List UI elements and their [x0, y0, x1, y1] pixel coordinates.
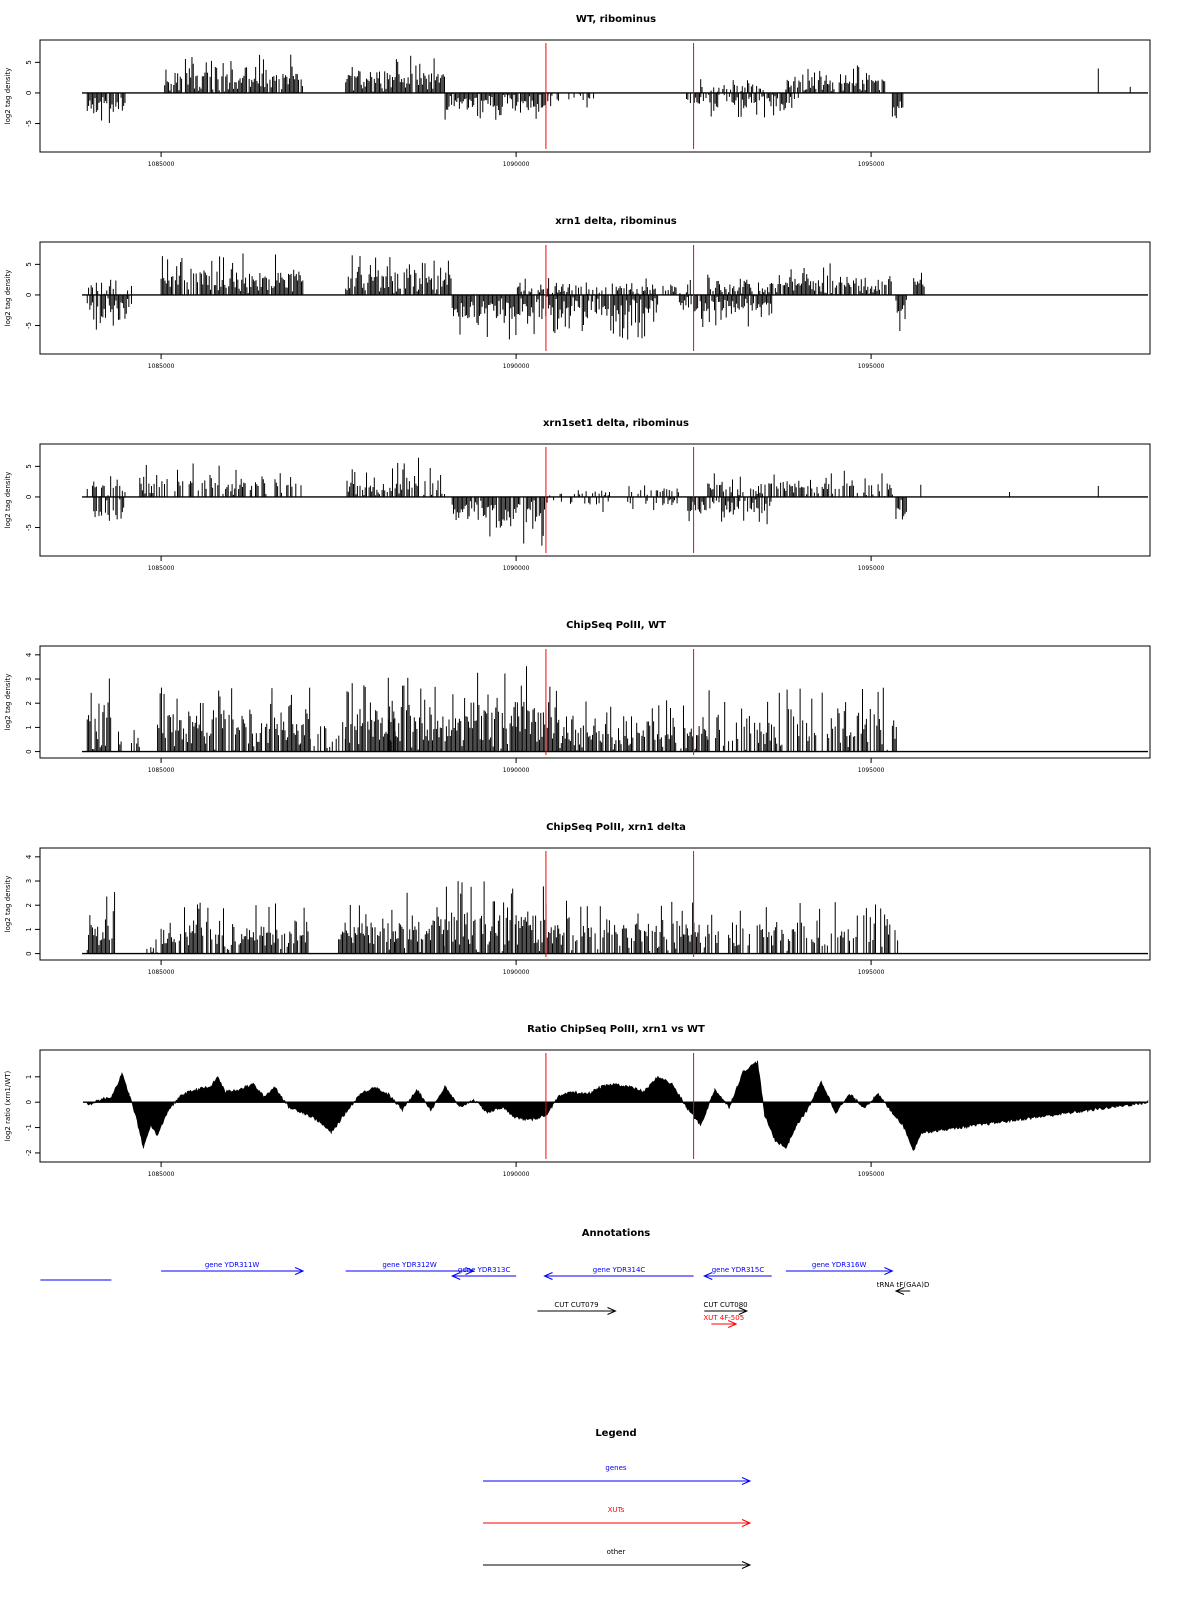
- legend-item: [483, 1464, 750, 1485]
- annotation-feature: [703, 1301, 747, 1315]
- ratio-area: [87, 1061, 1148, 1151]
- legend-label: genes: [605, 1464, 627, 1472]
- annotation-features: [40, 1261, 929, 1328]
- chart-panel-2: [4, 216, 1150, 370]
- y-tick-label: 0: [25, 494, 33, 500]
- y-tick-label: -5: [25, 322, 33, 330]
- x-tick-label: 1085000: [147, 565, 175, 572]
- chart-panel-5: [4, 822, 1150, 976]
- legend-item: [483, 1548, 750, 1569]
- legend-item: [483, 1506, 750, 1527]
- y-tick-label: 0: [25, 951, 33, 956]
- x-tick-label: 1090000: [502, 767, 530, 774]
- data-marks: [87, 254, 924, 340]
- annotation-feature: [537, 1301, 615, 1315]
- x-tick-label: 1090000: [502, 1171, 530, 1178]
- data-marks: [87, 881, 897, 953]
- legend-label: XUTs: [607, 1506, 625, 1514]
- y-tick-label: 4: [25, 652, 33, 658]
- legend-items: [483, 1464, 750, 1569]
- y-tick-label: 0: [25, 749, 33, 754]
- chart-title: ChipSeq PolII, WT: [566, 620, 666, 631]
- data-marks: [87, 666, 896, 751]
- feature-label: gene YDR316W: [811, 1261, 867, 1269]
- chart-title: xrn1set1 delta, ribominus: [542, 418, 690, 429]
- x-tick-label: 1085000: [147, 969, 175, 976]
- x-tick-label: 1095000: [857, 969, 885, 976]
- feature-label: CUT CUT080: [703, 1301, 748, 1309]
- x-tick-label: 1095000: [857, 767, 885, 774]
- chart-panel-1: [4, 14, 1150, 168]
- y-axis-label: log2 tag density: [4, 673, 12, 731]
- feature-label: tRNA tF(GAA)D: [876, 1281, 930, 1289]
- y-tick-label: -2: [25, 1149, 33, 1157]
- x-tick-label: 1090000: [502, 565, 530, 572]
- chart-title: xrn1 delta, ribominus: [555, 216, 677, 227]
- y-tick-label: 1: [25, 725, 33, 730]
- feature-label: gene YDR311W: [204, 1261, 260, 1269]
- y-tick-label: 0: [25, 90, 33, 96]
- legend-panel: [483, 1428, 750, 1569]
- x-tick-label: 1085000: [147, 161, 175, 168]
- y-axis-label: log2 tag density: [4, 875, 12, 933]
- x-tick-label: 1085000: [147, 363, 175, 370]
- y-axis-label: log2 tag density: [4, 269, 12, 327]
- y-tick-label: 0: [25, 1099, 33, 1105]
- data-marks: [87, 1061, 1148, 1151]
- feature-label: gene YDR315C: [711, 1266, 765, 1274]
- legend-label: other: [606, 1548, 626, 1556]
- feature-label: gene YDR314C: [592, 1266, 646, 1274]
- y-tick-label: 5: [25, 262, 33, 267]
- chart-title: WT, ribominus: [575, 14, 657, 25]
- plot-frame: [40, 444, 1150, 556]
- annotation-feature: [786, 1261, 893, 1275]
- annotation-feature: [877, 1281, 930, 1295]
- y-tick-label: 0: [25, 292, 33, 298]
- y-tick-label: -5: [25, 524, 33, 532]
- feature-label: gene YDR313C: [457, 1266, 511, 1274]
- feature-label: gene YDR312W: [382, 1261, 437, 1269]
- x-tick-label: 1095000: [857, 161, 885, 168]
- x-tick-label: 1090000: [502, 161, 530, 168]
- x-tick-label: 1095000: [857, 565, 885, 572]
- y-axis-label: log2 ratio (xrn1/WT): [4, 1070, 12, 1142]
- y-tick-label: 1: [25, 1074, 33, 1080]
- x-tick-label: 1095000: [857, 363, 885, 370]
- annotation-feature: [545, 1266, 694, 1280]
- data-marks: [87, 55, 1130, 123]
- y-axis-label: log2 tag density: [4, 471, 12, 529]
- legend-title: Legend: [595, 1428, 637, 1439]
- annotation-feature: [703, 1314, 744, 1328]
- annotations-panel: [40, 1228, 929, 1328]
- x-tick-label: 1085000: [147, 1171, 175, 1178]
- y-axis-label: log2 tag density: [4, 67, 12, 125]
- y-tick-label: -5: [25, 120, 33, 128]
- x-tick-label: 1090000: [502, 363, 530, 370]
- annotations-title: Annotations: [581, 1228, 651, 1239]
- chart-title: ChipSeq PolII, xrn1 delta: [546, 822, 686, 833]
- y-tick-label: 5: [25, 464, 33, 469]
- annotation-feature: [161, 1261, 303, 1275]
- chart-panel-3: [4, 418, 1150, 572]
- chart-panel-6: [4, 1024, 1150, 1178]
- feature-label: XUT 4F-505: [703, 1314, 745, 1322]
- y-tick-label: 3: [25, 878, 33, 884]
- y-tick-label: 5: [25, 60, 33, 65]
- y-tick-label: 3: [25, 676, 33, 682]
- plot-frame: [40, 40, 1150, 152]
- x-tick-label: 1085000: [147, 767, 175, 774]
- data-marks: [87, 458, 1098, 546]
- feature-label: CUT CUT079: [554, 1301, 599, 1309]
- y-tick-label: 2: [25, 902, 33, 908]
- annotation-feature: [452, 1266, 516, 1280]
- chart-title: Ratio ChipSeq PolII, xrn1 vs WT: [527, 1024, 705, 1035]
- y-tick-label: -1: [25, 1124, 33, 1132]
- x-tick-label: 1095000: [857, 1171, 885, 1178]
- y-tick-label: 1: [25, 927, 33, 932]
- y-tick-label: 4: [25, 854, 33, 860]
- chart-panel-4: [4, 620, 1150, 774]
- y-tick-label: 2: [25, 700, 33, 706]
- x-tick-label: 1090000: [502, 969, 530, 976]
- annotation-feature: [704, 1266, 771, 1280]
- annotation-feature: [346, 1261, 474, 1275]
- chart-panels: [4, 14, 1150, 1178]
